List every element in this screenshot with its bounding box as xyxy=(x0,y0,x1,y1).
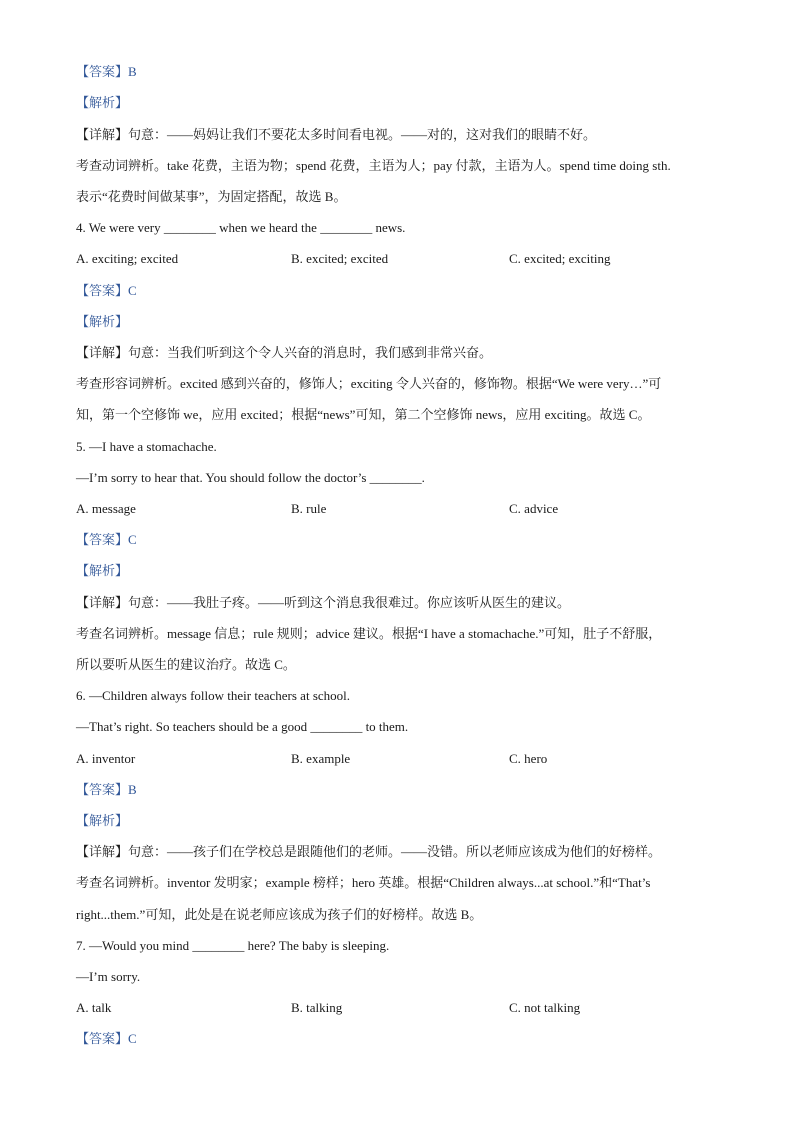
option-a: A. message xyxy=(76,501,136,516)
question-4: 4. We were very ________ when we heard the ________ news. xyxy=(76,220,406,235)
question-6-line2: —That’s right. So teachers should be a good ________ to them. xyxy=(76,719,409,734)
detail-text: 【详解】句意：——妈妈让我们不要花太多时间看电视。——对的，这对我们的眼睛不好。 xyxy=(76,127,597,142)
question-5-line2: —I’m sorry to hear that. You should follow the doctor’s ________. xyxy=(76,470,425,485)
option-c: C. excited; exciting xyxy=(509,251,611,266)
answer-label: 【答案】C xyxy=(76,1031,137,1046)
option-b: B. talking xyxy=(291,1000,343,1015)
question-7: 7. —Would you mind ________ here? The baby is sleeping. xyxy=(76,938,390,953)
answer-label: 【答案】B xyxy=(76,782,137,797)
explanation-text: 考查动词辨析。take 花费，主语为物；spend 花费，主语为人；pay 付款，主语为人。spend time doing sth. xyxy=(76,158,671,173)
option-a: A. exciting; excited xyxy=(76,251,179,266)
answer-label: 【答案】B xyxy=(76,64,137,79)
answer-label: 【答案】C xyxy=(76,283,137,298)
option-c: C. advice xyxy=(509,501,559,516)
analysis-label: 【解析】 xyxy=(76,563,129,578)
answer-label: 【答案】C xyxy=(76,532,137,547)
explanation-text: 考查名词辨析。inventor 发明家；example 榜样；hero 英雄。根据“Children always...at school.”和“That’s xyxy=(76,875,651,890)
detail-text: 【详解】句意：——孩子们在学校总是跟随他们的老师。——没错。所以老师应该成为他们的好榜样。 xyxy=(76,844,662,859)
option-a: A. inventor xyxy=(76,751,136,766)
explanation-text: 表示“花费时间做某事”，为固定搭配，故选 B。 xyxy=(76,189,347,204)
explanation-text: 知，第一个空修饰 we，应用 excited；根据“news”可知，第二个空修饰 news，应用 exciting。故选 C。 xyxy=(76,407,651,422)
question-5: 5. —I have a stomachache. xyxy=(76,439,217,454)
explanation-text: 所以要听从医生的建议治疗。故选 C。 xyxy=(76,657,296,672)
explanation-text: 考查形容词辨析。excited 感到兴奋的，修饰人；exciting 令人兴奋的，修饰物。根据“We were very…”可 xyxy=(76,376,662,391)
option-c: C. hero xyxy=(509,751,548,766)
question-6: 6. —Children always follow their teachers at school. xyxy=(76,688,351,703)
analysis-label: 【解析】 xyxy=(76,314,129,329)
question-7-line2: —I’m sorry. xyxy=(76,969,141,984)
detail-text: 【详解】句意：——我肚子疼。——听到这个消息我很难过。你应该听从医生的建议。 xyxy=(76,595,571,610)
option-c: C. not talking xyxy=(509,1000,581,1015)
analysis-label: 【解析】 xyxy=(76,813,129,828)
option-a: A. talk xyxy=(76,1000,112,1015)
explanation-text: right...them.”可知，此处是在说老师应该成为孩子们的好榜样。故选 B。 xyxy=(76,907,483,922)
option-b: B. excited; excited xyxy=(291,251,389,266)
option-b: B. rule xyxy=(291,501,327,516)
explanation-text: 考查名词辨析。message 信息；rule 规则；advice 建议。根据“I have a stomachache.”可知，肚子不舒服， xyxy=(76,626,662,641)
detail-text: 【详解】句意：当我们听到这个令人兴奋的消息时，我们感到非常兴奋。 xyxy=(76,345,493,360)
analysis-label: 【解析】 xyxy=(76,95,129,110)
option-b: B. example xyxy=(291,751,351,766)
